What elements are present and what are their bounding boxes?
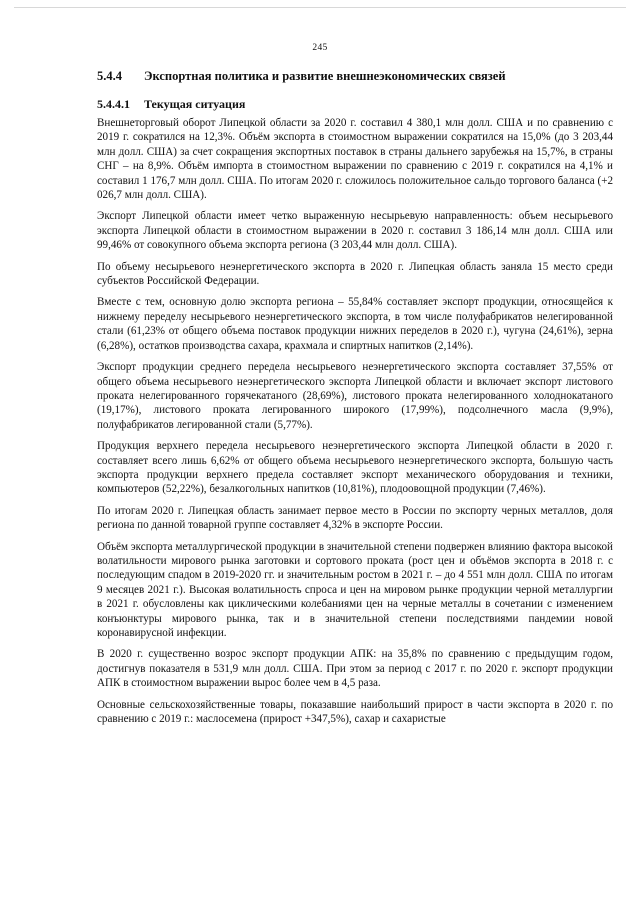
subsection-heading [97,97,613,112]
document-body [97,69,613,733]
section-number: 5.4.4 [97,69,122,83]
subsection-number: 5.4.4.1 [97,97,130,111]
paragraph-middle-stage-export: Экспорт продукции среднего передела несырьевого неэнергетического экспорта составляет 37,55% от общего объема несырьевого неэнергетического экспорта Липецкой области и включает экспорт листового проката нелегированного горячекатаного (28,69%), листового проката нелегированного холоднокатаного (19,17%), листового проката легированного широкого (17,99%), подсолнечного масла (9,9%), полуфабрикатов легированной стали (5,77%). [97,361,613,431]
paragraph-non-raw-export: Экспорт Липецкой области имеет четко выраженную несырьевую направленность: объем несырьевого экспорта Липецкой области в стоимостном выражении в 2020 г. составил 3 186,14 млн долл. США или 99,46% от совокупного объема экспорта региона (3 203,44 млн долл. США). [97,210,613,252]
page-number: 245 [312,43,328,53]
paragraph-ferrous-metals-rank: По итогам 2020 г. Липецкая область занимает первое место в России по экспорту черных металлов, доля региона по данной товарной группе составляет 4,32% в экспорте России. [97,504,613,532]
section-title: Экспортная политика и развитие внешнеэкономических связей [144,69,506,83]
top-border-line [14,7,626,8]
subsection-title: Текущая ситуация [144,97,246,111]
paragraph-trade-turnover: Внешнеторговый оборот Липецкой области за 2020 г. составил 4 380,1 млн долл. США и по сравнению с 2019 г. сократился на 12,3%. Объём экспорта в стоимостном выражении сократился на 15,0% (до 3 203,44 млн долл. США) за счет сокращения экспортных поставок в страны дальнего зарубежья на 15,7%, в страны СНГ – на 8,9%. Объём импорта в стоимостном выражении по сравнению с 2019 г. сократился на 4,1% и составил 1 176,7 млн долл. США. По итогам 2020 г. сложилось положительное сальдо торгового баланса (+2 026,7 млн долл. США). [97,117,613,202]
section-heading [97,69,613,84]
paragraph-lower-stage-export: Вместе с тем, основную долю экспорта региона – 55,84% составляет экспорт продукции, относящейся к нижнему переделу несырьевого неэнергетического экспорта, в том числе полуфабрикатов нелегированной стали (61,23% от общего объема поставок продукции нижних переделов в 2020 г.), чугуна (24,61%), зерна (6,28%), остатков производства сахара, крахмала и спиртных напитков (2,14%). [97,296,613,352]
paragraph-export-rank: По объему несырьевого неэнергетического экспорта в 2020 г. Липецкая область заняла 15 место среди субъектов Российской Федерации. [97,260,613,288]
paragraph-agro-export: В 2020 г. существенно возрос экспорт продукции АПК: на 35,8% по сравнению с предыдущим годом, достигнув показателя в 531,9 млн долл. США. При этом за период с 2017 г. по 2020 г. экспорт продукции АПК в стоимостном выражении вырос более чем в 4,5 раза. [97,648,613,690]
paragraph-upper-stage-export: Продукция верхнего передела несырьевого неэнергетического экспорта Липецкой области в 2020 г. составляет всего лишь 6,62% от общего объема несырьевого неэнергетического экспорта, большую часть экспорта продукции верхнего предела составляет экспорт механического оборудования и техники, компьютеров (52,22%), безалкогольных напитков (10,81%), плодоовощной продукции (7,46%). [97,440,613,496]
paragraph-metallurgy-volatility: Объём экспорта металлургической продукции в значительной степени подвержен влиянию фактора высокой волатильности мирового рынка заготовки и сортового проката (рост цен и объёмов экспорта в 2018 г. с последующим спадом в 2019-2020 гг. и значительным ростом в 2021 г. – до 4 551 млн долл. США по итогам 9 месяцев 2021 г.). Высокая волатильность спроса и цен на мировом рынке продукции черной металлургии в 2021 г. обусловлены как циклическими колебаниями цен на черные металлы в сочетании с изменением конъюнктуры мирового рынка, так и в значительной степени последствиями пандемии новой коронавирусной инфекции. [97,540,613,639]
paragraph-agro-goods: Основные сельскохозяйственные товары, показавшие наибольший прирост в части экспорта в 2020 г. по сравнению с 2019 г.: маслосемена (прирост +347,5%), сахар и сахаристые [97,698,613,726]
